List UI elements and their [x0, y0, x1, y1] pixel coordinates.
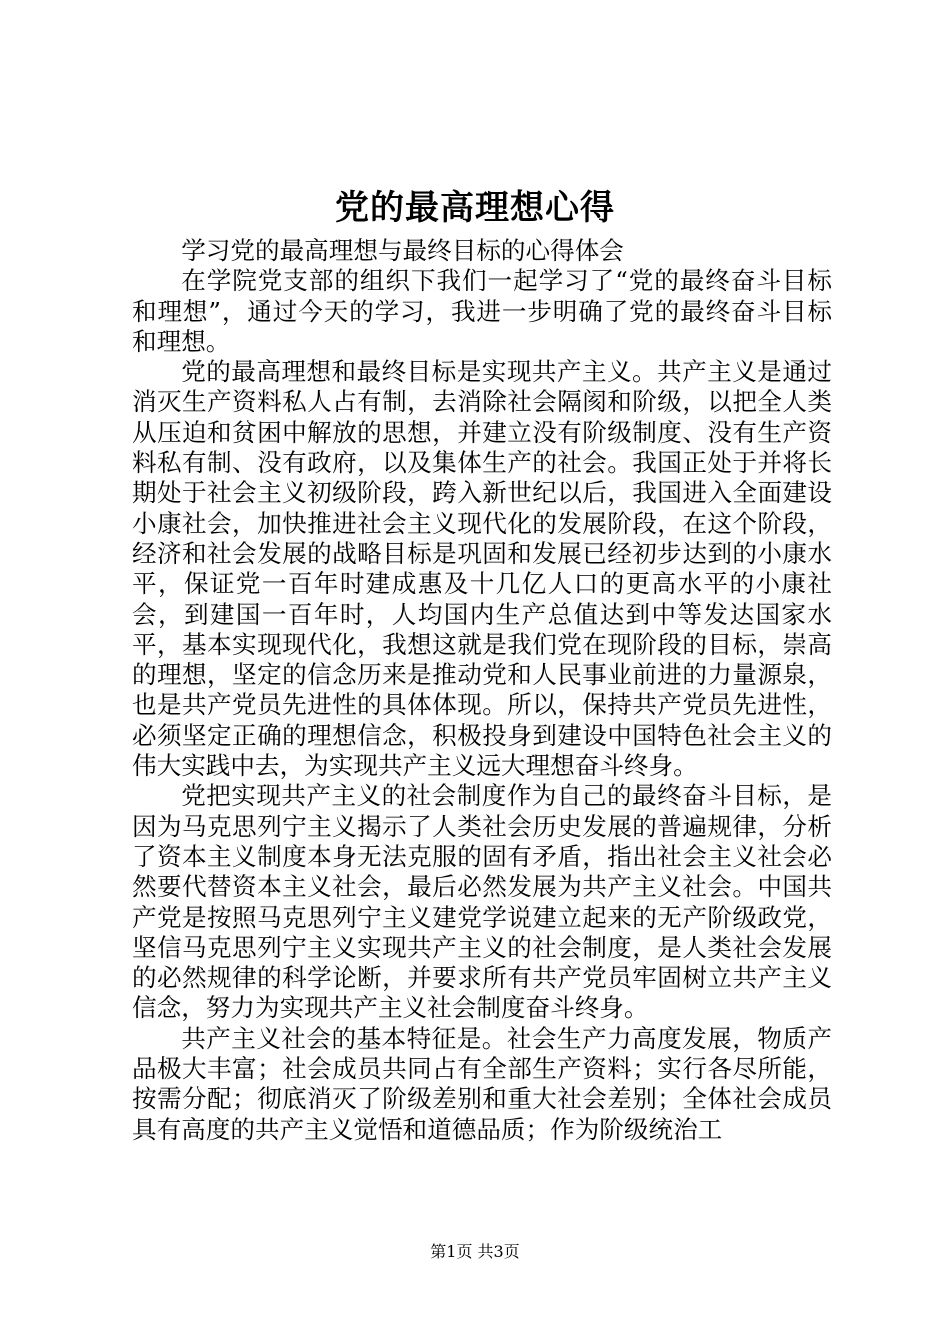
paragraph-2: 党的最高理想和最终目标是实现共产主义。共产主义是通过消灭生产资料私人占有制，去消除社会隔阂和阶级，以把全人类从压迫和贫困中解放的思想，并建立没有阶级制度、没有生产资料私有制、没有政府，以及集体生产的社会。我国正处于并将长期处于社会主义初级阶段，跨入新世纪以后，我国进入全面建设小康社会，加快推进社会主义现代化的发展阶段，在这个阶段，经济和社会发展的战略目标是巩固和发展已经初步达到的小康水平，保证党一百年时建成惠及十几亿人口的更高水平的小康社会，到建国一百年时，人均国内生产总值达到中等发达国家水平，基本实现现代化，我想这就是我们党在现阶段的目标，崇高的理想，坚定的信念历来是推动党和人民事业前进的力量源泉，也是共产党员先进性的具体体现。所以，保持共产党员先进性，必须坚定正确的理想信念，积极投身到建设中国特色社会主义的伟大实践中去，为实现共产主义远大理想奋斗终身。 [132, 357, 832, 781]
document-title: 党的最高理想心得 [335, 188, 615, 228]
paragraph-subtitle: 学习党的最高理想与最终目标的心得体会 [181, 236, 624, 265]
page-number-footer: 第1页 共3页 [430, 1242, 520, 1261]
document-body [132, 236, 832, 1145]
paragraph-3: 党把实现共产主义的社会制度作为自己的最终奋斗目标，是因为马克思列宁主义揭示了人类社会历史发展的普遍规律，分析了资本主义制度本身无法克服的固有矛盾，指出社会主义社会必然要代替资本主义社会，最后必然发展为共产主义社会。中国共产党是按照马克思列宁主义建党学说建立起来的无产阶级政党，坚信马克思列宁主义实现共产主义的社会制度，是人类社会发展的必然规律的科学论断，并要求所有共产党员牢固树立共产主义信念，努力为实现共产主义社会制度奋斗终身。 [132, 781, 832, 1023]
paragraph-4: 共产主义社会的基本特征是。社会生产力高度发展，物质产品极大丰富；社会成员共同占有全部生产资料；实行各尽所能，按需分配；彻底消灭了阶级差别和重大社会差别；全体社会成员具有高度的共产主义觉悟和道德品质；作为阶级统治工 [132, 1023, 832, 1144]
paragraph-1: 在学院党支部的组织下我们一起学习了“党的最终奋斗目标和理想”，通过今天的学习，我进一步明确了党的最终奋斗目标和理想。 [132, 266, 832, 356]
